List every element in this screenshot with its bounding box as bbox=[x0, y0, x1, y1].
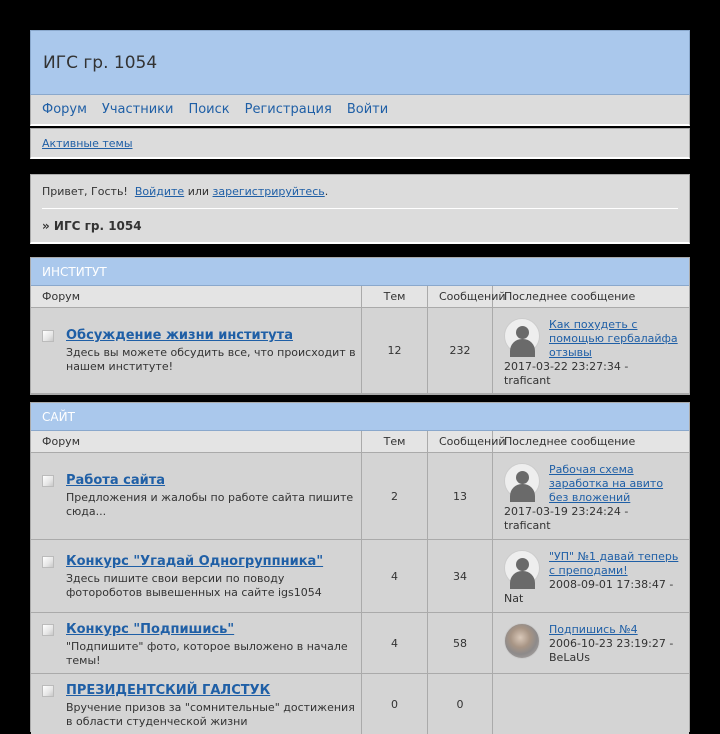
dot-text: . bbox=[324, 185, 329, 198]
forum-row bbox=[31, 453, 689, 540]
col-forum: Форум bbox=[31, 286, 362, 307]
col-topics: Тем bbox=[362, 431, 428, 452]
last-post bbox=[493, 308, 689, 393]
topics-count: 2 bbox=[362, 453, 428, 539]
col-forum: Форум bbox=[31, 431, 362, 452]
posts-count: 13 bbox=[428, 453, 493, 539]
col-last-post: Последнее сообщение bbox=[504, 435, 636, 448]
forum-description: Предложения и жалобы по работе сайта пишите сюда... bbox=[66, 491, 354, 518]
topics-count: 4 bbox=[362, 613, 428, 673]
category-site bbox=[30, 402, 690, 732]
greeting-line bbox=[42, 175, 678, 209]
forum-link[interactable]: Обсуждение жизни института bbox=[66, 328, 293, 343]
last-post-date: 2017-03-19 23:24:24 - bbox=[504, 505, 629, 518]
forum-row bbox=[31, 540, 689, 613]
col-topics: Тем bbox=[362, 286, 428, 307]
posts-count: 232 bbox=[428, 308, 493, 393]
last-post-link[interactable]: Рабочая схема заработка на авито без вложений bbox=[549, 463, 664, 504]
topics-count: 4 bbox=[362, 540, 428, 612]
default-avatar-icon bbox=[504, 463, 540, 499]
nav-login[interactable]: Войти bbox=[346, 102, 389, 117]
last-post-date: 2006-10-23 23:19:27 - bbox=[549, 637, 674, 650]
breadcrumb: » ИГС гр. 1054 bbox=[42, 219, 142, 233]
category-title: САЙТ bbox=[31, 403, 689, 431]
column-header bbox=[31, 431, 689, 453]
nav-register[interactable]: Регистрация bbox=[244, 102, 332, 117]
welcome-box bbox=[30, 174, 690, 244]
forum-link[interactable]: Конкурс "Подпишись" bbox=[66, 622, 235, 637]
posts-count: 0 bbox=[428, 674, 493, 734]
col-posts: Сообщений bbox=[428, 286, 493, 307]
forum-description: Вручение призов за "сомнительные" достижения в области студенческой жизни bbox=[66, 701, 355, 728]
col-posts: Сообщений bbox=[428, 431, 493, 452]
forum-link[interactable]: ПРЕЗИДЕНТСКИЙ ГАЛСТУК bbox=[66, 683, 271, 698]
or-text: или bbox=[184, 185, 213, 198]
forum-status-icon bbox=[42, 330, 54, 342]
last-post-user: traficant bbox=[504, 519, 551, 532]
forum-status-icon bbox=[42, 475, 54, 487]
default-avatar-icon bbox=[504, 550, 540, 586]
last-post-empty bbox=[493, 674, 689, 734]
forum-header bbox=[30, 30, 690, 161]
forum-status-icon bbox=[42, 685, 54, 697]
forum-status-icon bbox=[42, 556, 54, 568]
register-link[interactable]: зарегистрируйтесь bbox=[212, 185, 325, 198]
topics-count: 12 bbox=[362, 308, 428, 393]
greeting-text: Привет, Гость! bbox=[42, 185, 135, 198]
sub-nav bbox=[30, 128, 690, 159]
forum-row bbox=[31, 674, 689, 734]
nav-search[interactable]: Поиск bbox=[188, 102, 230, 117]
forum-description: Здесь вы можете обсудить все, что происходит в нашем институте! bbox=[66, 346, 356, 373]
site-title: ИГС гр. 1054 bbox=[30, 30, 690, 95]
photo-avatar bbox=[504, 623, 540, 659]
login-link[interactable]: Войдите bbox=[134, 185, 185, 198]
last-post-link[interactable]: "УП" №1 давай теперь с преподами! bbox=[549, 550, 679, 577]
posts-count: 34 bbox=[428, 540, 493, 612]
active-topics-link[interactable]: Активные темы bbox=[42, 136, 133, 150]
category-title: ИНСТИТУТ bbox=[31, 258, 689, 286]
last-post-link[interactable]: Подпишись №4 bbox=[549, 623, 638, 636]
last-post bbox=[493, 453, 689, 539]
last-post bbox=[493, 613, 689, 673]
last-post-user: BeLaUs bbox=[549, 651, 590, 664]
last-post-date: 2017-03-22 23:27:34 - bbox=[504, 360, 629, 373]
posts-count: 58 bbox=[428, 613, 493, 673]
forum-link[interactable]: Конкурс "Угадай Одногруппника" bbox=[66, 554, 324, 569]
last-post-link[interactable]: Как похудеть с помощью гербалайфа отзывы bbox=[549, 318, 678, 359]
last-post bbox=[493, 540, 689, 612]
default-avatar-icon bbox=[504, 318, 540, 354]
nav-forum[interactable]: Форум bbox=[42, 102, 87, 117]
last-post-user: Nat bbox=[504, 592, 524, 605]
column-header bbox=[31, 286, 689, 308]
forum-description: Здесь пишите свои версии по поводу фотороботов вывешенных на сайте igs1054 bbox=[66, 572, 322, 599]
forum-row bbox=[31, 613, 689, 674]
nav-members[interactable]: Участники bbox=[101, 102, 174, 117]
col-last-post: Последнее сообщение bbox=[504, 290, 636, 303]
last-post-user: traficant bbox=[504, 374, 551, 387]
forum-link[interactable]: Работа сайта bbox=[66, 473, 166, 488]
forum-status-icon bbox=[42, 624, 54, 636]
forum-row bbox=[31, 308, 689, 394]
last-post-date: 2008-09-01 17:38:47 - bbox=[549, 578, 674, 591]
forum-description: "Подпишите" фото, которое выложено в начале темы! bbox=[66, 640, 348, 667]
main-nav bbox=[30, 95, 690, 126]
topics-count: 0 bbox=[362, 674, 428, 734]
category-institute bbox=[30, 257, 690, 395]
